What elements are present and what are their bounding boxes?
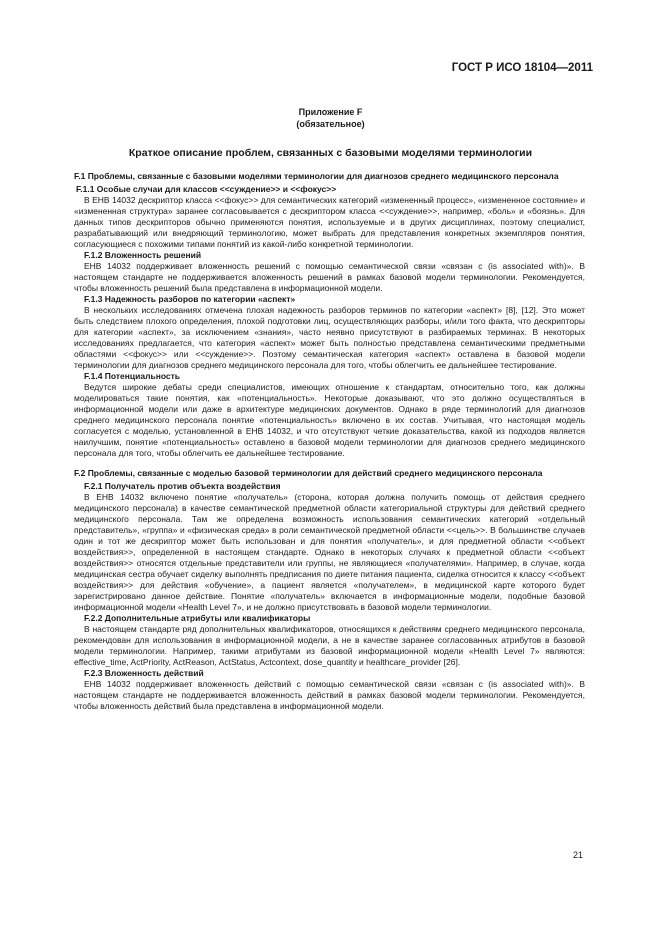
subsection-heading-f2-1: F.2.1 Получатель против объекта воздействия bbox=[84, 481, 281, 491]
subsection-heading-f1-3: F.1.3 Надежность разборов по категории «аспект» bbox=[84, 294, 296, 304]
subsection-heading-f1-2: F.1.2 Вложенность решений bbox=[84, 250, 202, 260]
paragraph-f2-2: В настоящем стандарте ряд дополнительных квалификаторов, относящихся к действиям среднего медицинского персонала, рекомендован для использования в информационной модели, а не в качестве заранее согласованных атрибутов в базовой модели терминологии. Например, такими атрибутами из базовой информационной модели «Health Level 7» являются: effective_time, ActPriority, ActReason, ActStatus, Actcontext, dose_quantity и healthcare_provider [26]. bbox=[74, 624, 585, 667]
document-body bbox=[74, 168, 585, 712]
page-number: 21 bbox=[573, 850, 584, 860]
standard-header: ГОСТ Р ИСО 18104—2011 bbox=[451, 62, 593, 74]
paragraph-f2-1: В ЕНВ 14032 включено понятие «получатель» (сторона, которая должна получить помощь от действия среднего медицинского персонала) в качестве семантической предметной области категориальной структуры для действий среднего медицинского персонала. Там же определена возможность использования семантических категорий «отдельный представитель», «группа» и «физическая среда» в роли семантической предметной области <<цель>>. В большинстве случаев один и тот же дескриптор может быть использован и для понятия «получатель», и для предметной области <<объект воздействия>>, определенной в настоящем стандарте. Однако в некоторых случаях к предметной области <<объект воздействия>> относятся отдельные представители или группы, не являющиеся «получателями». Например, в случае, когда медицинская сестра обучает сиделку выполнять предписания по диете питания пациента, сиделка относится к классу <<объект воздействия>> для действия «обучение», а пациент является «получателем», в медицинской карте которого будет зарегистрировано данное действие. Понятие «получатель» включается в информационные модели, подобные базовой информационной модели «Health Level 7», и не должно присутствовать в базовой модели терминологии. bbox=[74, 492, 585, 612]
section-heading-f2: F.2 Проблемы, связанные с моделью базовой терминологии для действий среднего медицинского персонала bbox=[74, 468, 543, 478]
annex-title: Приложение F bbox=[298, 107, 363, 117]
annex-status: (обязательное) bbox=[296, 119, 365, 129]
paragraph-f1-4: Ведутся широкие дебаты среди специалистов, имеющих отношение к стандартам, относительно того, как должны моделироваться такие понятия, как «потенциальность». Некоторые доказывают, что это должно осуществляться в информационной модели или даже в архитектуре медицинских документов. Однако в ряде терминологий для диагнозов среднего медицинского персонала понятие «потенциальность» включено в их состав. Учитывая, что настоящая модель согласуется с моделью, установленной в ЕНВ 14032, и что отсутствуют четкие доказательства, какой из подходов является наилучшим, понятие «потенциальность» оставлено в базовой модели терминологии для диагнозов среднего медицинского персонала для того, чтобы облегчить ее дальнейшее тестирование. bbox=[74, 382, 585, 458]
subsection-heading-f2-2: F.2.2 Дополнительные атрибуты или квалификаторы bbox=[84, 613, 311, 623]
subsection-heading-f1-4: F.1.4 Потенциальность bbox=[84, 371, 181, 381]
paragraph-f1-3: В нескольких исследованиях отмечена плохая надежность разборов терминов по категории «аспект» [8], [12]. Это может быть следствием плохого определения, плохой подготовки лиц, осуществляющих разборы, и/или того факта, что дескрипторы для категории «аспект», за исключением «знания», часто неявно присутствуют в разбираемых терминах. В некоторых исследованиях предлагается, что категория «аспект» может быть полностью представлена семантическими предметными областями <<фокус>> или <<суждение>>. Поэтому семантическая категория «аспект» оставлена в базовой модели терминологии для диагнозов среднего медицинского персонала для того, чтобы облегчить ее дальнейшее тестирование. bbox=[74, 305, 585, 370]
subsection-heading-f1-1: F.1.1 Особые случаи для классов <<суждение>> и <<фокус>> bbox=[76, 184, 337, 194]
section-heading-f1: F.1 Проблемы, связанные с базовыми моделями терминологии для диагнозов среднего медицинского персонала bbox=[74, 171, 559, 181]
document-title: Краткое описание проблем, связанных с базовыми моделями терминологии bbox=[128, 147, 533, 159]
subsection-heading-f2-3: F.2.3 Вложенность действий bbox=[84, 668, 204, 678]
paragraph-f1-1: В ЕНВ 14032 дескриптор класса <<фокус>> для семантических категорий «измененный процесс», «измененное состояние» и «измененная структура» заранее согласовывается с дескриптором класса <<суждение>>, например, «боль» и «боязнь». Для данных типов дескрипторов обычно применяются понятия, используемые и в других дисциплинах, поэтому специалист, разрабатывающий или внедряющий терминологию, может выбрать для представления конкретных экземпляров понятия, согласующиеся с похожими типами понятий из какой-либо конкретной терминологии. bbox=[74, 195, 585, 249]
paragraph-f1-2: ЕНВ 14032 поддерживает вложенность решений с помощью семантической связи «связан с (is associated with)». В настоящем стандарте не поддерживается вложенность решений в рамках базовой модели терминологии. Рекомендуется, чтобы вложенность решений была представлена в информационной модели. bbox=[74, 261, 585, 293]
paragraph-f2-3: ЕНВ 14032 поддерживает вложенность действий с помощью семантической связи «связан с (is associated with)». В настоящем стандарте не поддерживается вложенность действий в рамках базовой модели терминологии. Рекомендуется, чтобы вложенность действий была представлена в информационной модели. bbox=[74, 679, 585, 711]
